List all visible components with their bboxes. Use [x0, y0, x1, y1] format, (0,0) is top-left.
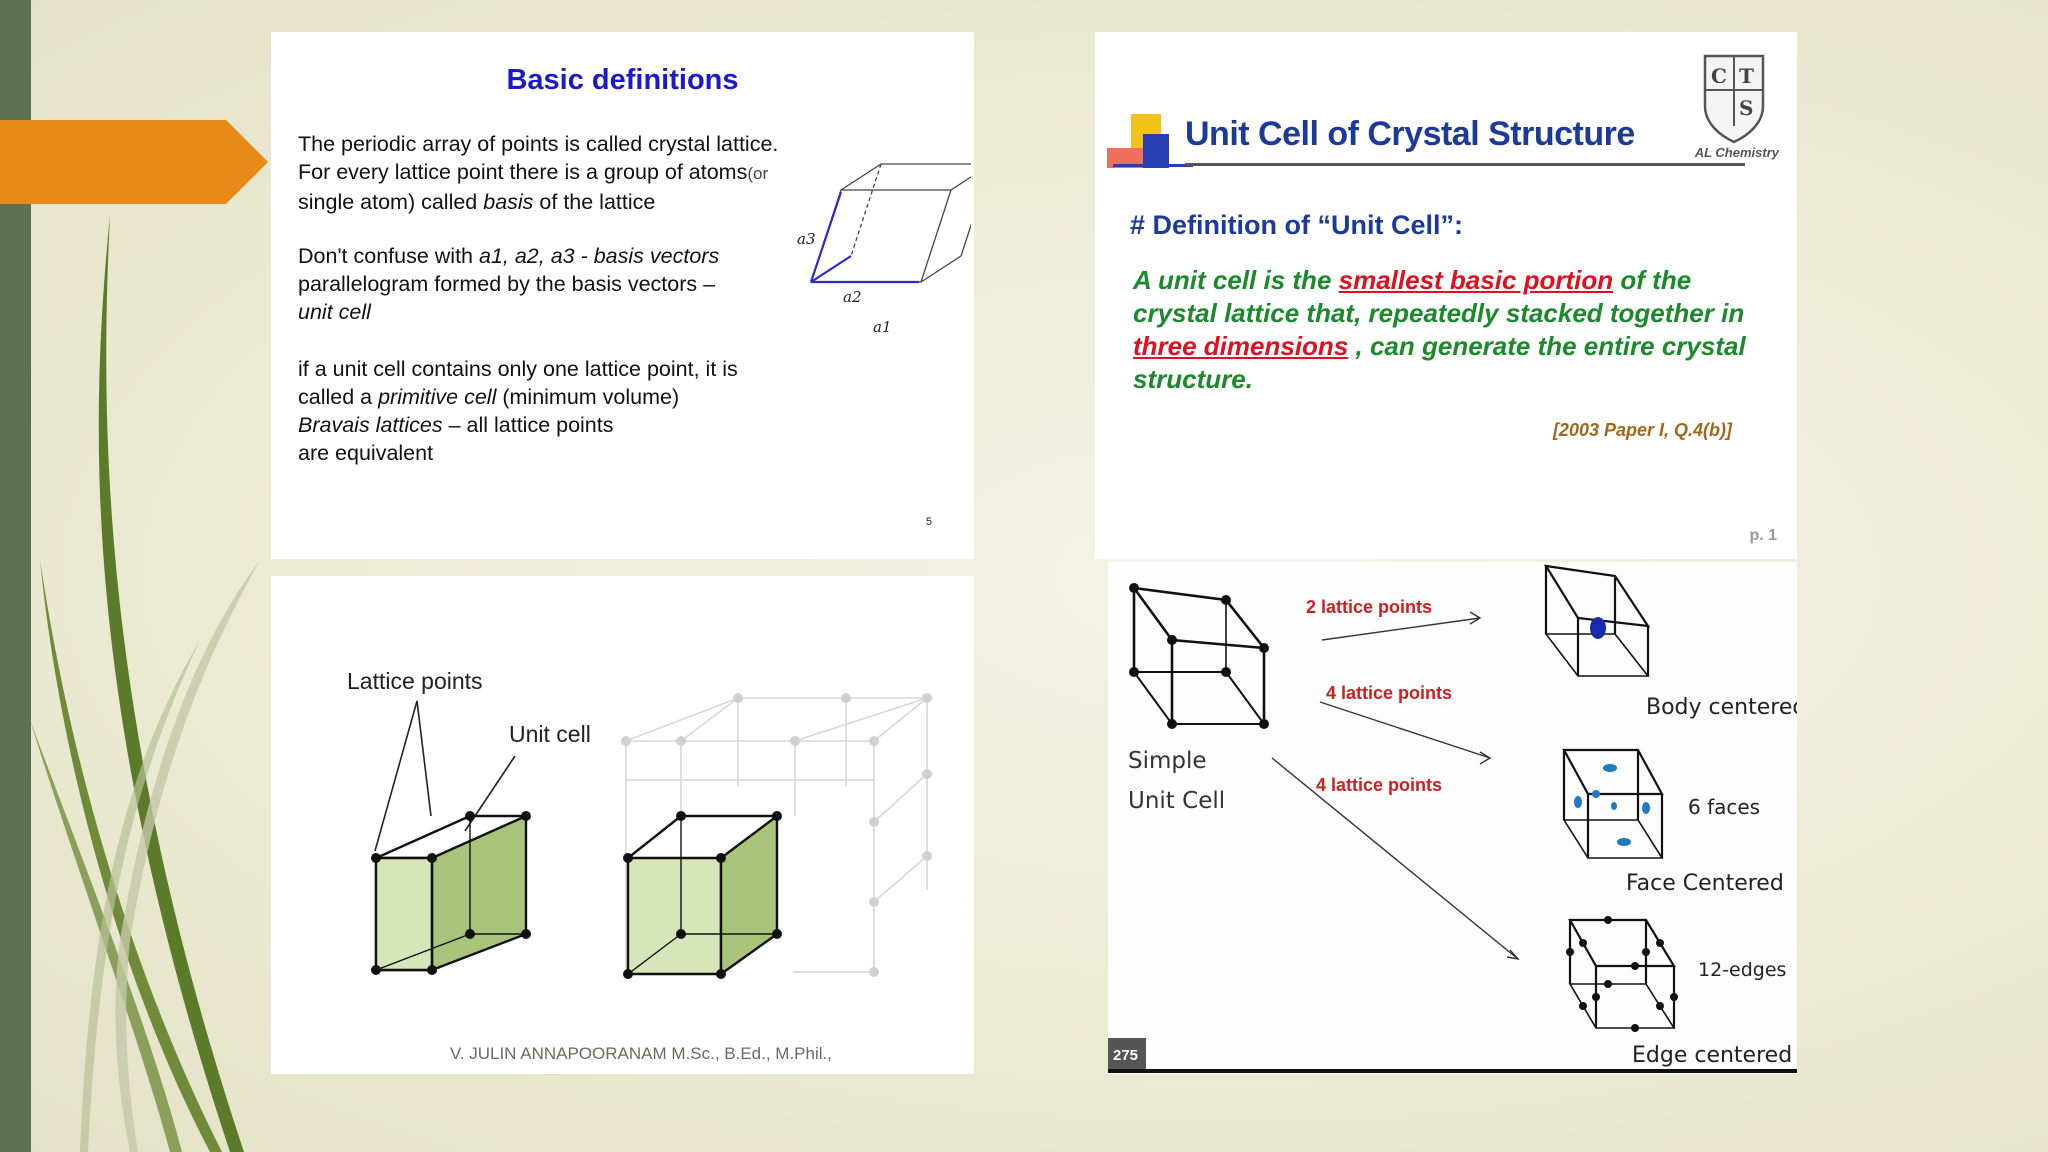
bottom-rule	[1108, 1069, 1797, 1073]
label-2-lattice-points: 2 lattice points	[1306, 597, 1433, 617]
title-underline	[1185, 162, 1745, 168]
school-crest-logo	[1699, 50, 1769, 144]
slide-unit-cell-definition	[1095, 32, 1797, 559]
svg-text:S: S	[1739, 96, 1754, 120]
text-line: are equivalent	[298, 441, 434, 465]
definition-heading: # Definition of “Unit Cell”:	[1130, 210, 1463, 240]
label-12-edges: 12-edges	[1698, 959, 1787, 981]
label-6-faces: 6 faces	[1688, 795, 1761, 819]
paragraph-lattice	[298, 130, 778, 216]
label-a2: a2	[843, 288, 862, 306]
text-line: unit cell	[298, 300, 371, 324]
text-line: For every lattice point there is a group of atoms(or	[298, 160, 769, 184]
slide-title: Basic definitions	[506, 64, 739, 96]
badge-number: 275	[1113, 1047, 1139, 1064]
paragraph-basis-vectors	[298, 242, 719, 326]
page-label: p. 1	[1749, 527, 1777, 544]
text-line: single atom) called basis of the lattice	[298, 190, 656, 214]
parallelepiped-figure	[791, 152, 971, 342]
paragraph-primitive-cell	[298, 355, 738, 467]
unit-cell-types-figure	[1108, 562, 1797, 1074]
title-color-squares	[1103, 104, 1193, 184]
text-line: if a unit cell contains only one lattice point, it is	[298, 357, 738, 381]
text-line: called a primitive cell (minimum volume)	[298, 385, 680, 409]
logo-caption: AL Chemistry	[1694, 145, 1779, 160]
label-unit-cell: Unit cell	[509, 721, 591, 747]
label-unit-cell: Unit Cell	[1128, 788, 1226, 814]
label-simple: Simple	[1128, 748, 1207, 774]
slide-basic-definitions	[271, 32, 974, 559]
slide-title: Unit Cell of Crystal Structure	[1185, 115, 1635, 153]
text-line: Don't confuse with a1, a2, a3 - basis vectors	[298, 244, 720, 268]
label-edge-centered: Edge centered	[1632, 1043, 1793, 1068]
text-line: The periodic array of points is called crystal lattice.	[298, 132, 779, 156]
text-line: parallelogram formed by the basis vectors –	[298, 272, 716, 296]
label-4-lattice-points-face: 4 lattice points	[1326, 683, 1453, 703]
body-center-atom	[1590, 617, 1606, 639]
handdrawn-unit-cells-image	[1108, 562, 1797, 1074]
exam-reference: [2003 Paper I, Q.4(b)]	[1552, 420, 1732, 440]
text-line: Bravais lattices – all lattice points	[298, 413, 614, 437]
svg-text:T: T	[1739, 64, 1754, 88]
label-4-lattice-points-edge: 4 lattice points	[1316, 775, 1443, 795]
label-face-centered: Face Centered	[1626, 871, 1784, 896]
orange-arrow-marker	[0, 120, 268, 204]
label-a1: a1	[873, 318, 892, 336]
svg-text:C: C	[1711, 64, 1727, 88]
lattice-unit-cell-figure	[271, 576, 974, 1074]
definition-text: A unit cell is the smallest basic portion of the crystal lattice that, repeatedly stacked together in three dimensions , can generate the entire crystal structure.	[1133, 265, 1746, 394]
footer-author: V. JULIN ANNAPOORANAM M.Sc., B.Ed., M.Phil.,	[450, 1044, 832, 1063]
label-a3: a3	[797, 230, 816, 248]
label-lattice-points: Lattice points	[347, 668, 483, 694]
page-number: 5	[925, 516, 932, 528]
label-body-centered: Body centered	[1646, 695, 1797, 720]
lattice-diagram-image	[271, 576, 974, 1074]
